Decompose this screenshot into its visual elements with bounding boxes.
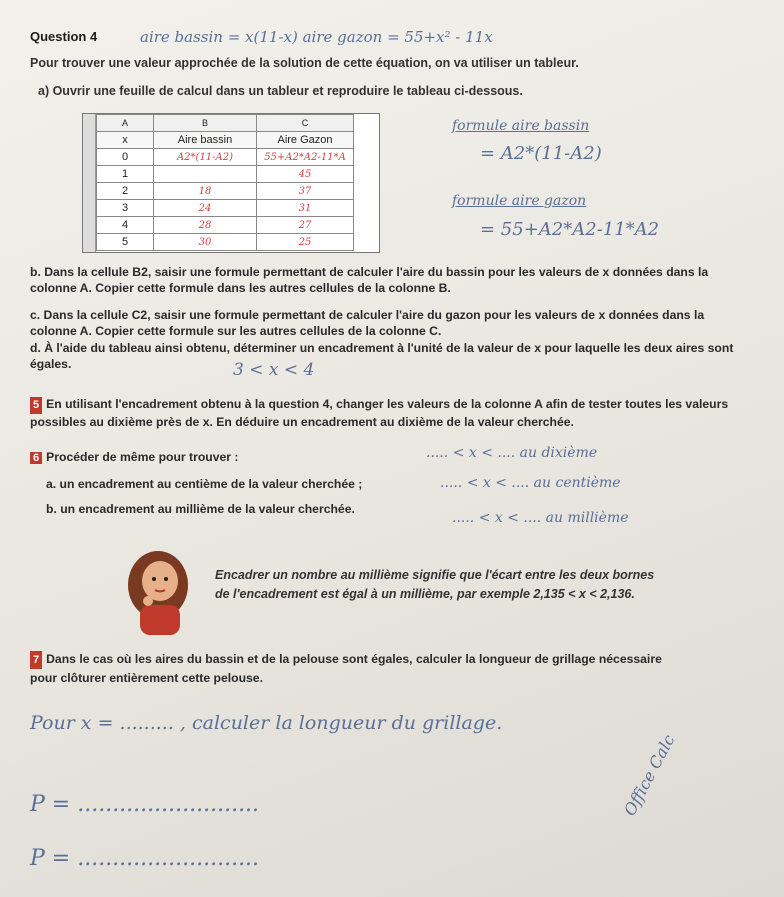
hint-line-2: de l'encadrement est égal à un millième, par exemple 2,135 < x < 2,136. xyxy=(215,587,635,601)
cell-x: 0 xyxy=(97,149,154,166)
q7-line-2: pour clôturer entièrement cette pelouse. xyxy=(30,671,263,685)
intro-text: Pour trouver une valeur approchée de la solution de cette équation, on va utiliser un tableur. xyxy=(30,56,579,70)
table-row xyxy=(97,234,354,251)
q6-part-b: b. un encadrement au millième de la valeur cherchée. xyxy=(46,502,355,516)
part-c-text: c. Dans la cellule C2, saisir une formule permettant de calculer l'aire du gazon pour les valeurs de x données dans la colonne A. Copier cette formule sur les autres cellules de la colonne C. xyxy=(30,308,705,338)
cell-gazon: 27 xyxy=(257,217,354,234)
hint-line-1: Encadrer un nombre au millième signifie que l'écart entre les deux bornes xyxy=(215,568,655,582)
q6-hand-dixieme: ..... < x < .... au dixième xyxy=(426,445,598,461)
cell-x: 4 xyxy=(97,217,154,234)
cell-bassin xyxy=(154,166,257,183)
q6-badge: 6 xyxy=(30,452,42,464)
cell-gazon: 55+A2*A2-11*A xyxy=(257,149,354,166)
q6-title xyxy=(30,450,238,464)
formule-bassin-label: formule aire bassin xyxy=(452,118,590,134)
table-row xyxy=(97,200,354,217)
part-d-answer: 3 < x < 4 xyxy=(233,360,315,380)
q5-badge: 5 xyxy=(30,397,42,414)
handwritten-equation: aire bassin = x(11-x) aire gazon = 55+x² - 11x xyxy=(140,28,493,46)
part-b-text: b. Dans la cellule B2, saisir une formule permettant de calculer l'aire du bassin pour les valeurs de x données dans la colonne A. Copier cette formule dans les autres cellules de la colonne B. xyxy=(30,265,709,295)
part-a-text: a) Ouvrir une feuille de calcul dans un tableur et reproduire le tableau ci-dessous. xyxy=(38,84,523,98)
table-row xyxy=(97,149,354,166)
margin-note: Office Calc xyxy=(620,731,679,819)
table-row xyxy=(97,217,354,234)
formule-gazon: = 55+A2*A2-11*A2 xyxy=(480,219,660,240)
q7-badge: 7 xyxy=(30,651,42,669)
formule-bassin: = A2*(11-A2) xyxy=(480,143,602,164)
cell-gazon: 25 xyxy=(257,234,354,251)
cell-x: 5 xyxy=(97,234,154,251)
hint-bubble xyxy=(215,566,654,604)
formule-gazon-label: formule aire gazon xyxy=(452,193,587,209)
q5-body: En utilisant l'encadrement obtenu à la question 4, changer les valeurs de la colonne A afin de tester toutes les valeurs possibles au dixième près de x. En déduire un encadrement au dixième de la valeur cherchée. xyxy=(30,397,729,429)
q5-text xyxy=(30,396,750,431)
cell-gazon: 37 xyxy=(257,183,354,200)
q6-hand-centieme: ..... < x < .... au centième xyxy=(440,475,621,491)
cell-x: 2 xyxy=(97,183,154,200)
q7-line-1: Dans le cas où les aires du bassin et de la pelouse sont égales, calculer la longueur de grillage nécessaire xyxy=(46,652,662,666)
cell-bassin: 28 xyxy=(154,217,257,234)
header-aire-bassin: Aire bassin xyxy=(154,132,257,149)
part-d-text: d. À l'aide du tableau ainsi obtenu, déterminer un encadrement à l'unité de la valeur de x pour laquelle les deux aires sont égales. xyxy=(30,341,734,371)
table-row xyxy=(97,183,354,200)
question-title: Question 4 xyxy=(30,29,98,44)
cell-bassin: A2*(11-A2) xyxy=(154,149,257,166)
q7-text xyxy=(30,650,780,687)
q6-title-text: Procéder de même pour trouver : xyxy=(46,450,239,464)
cell-x: 1 xyxy=(97,166,154,183)
spreadsheet-table xyxy=(82,113,380,253)
col-letter-c: C xyxy=(257,115,354,132)
table-row xyxy=(97,166,354,183)
cartoon-girl-illustration xyxy=(110,545,205,635)
cell-bassin: 30 xyxy=(154,234,257,251)
header-aire-gazon: Aire Gazon xyxy=(257,132,354,149)
q7-hand-line-1: Pour x = ......... , calculer la longueur du grillage. xyxy=(30,712,503,734)
q6-hand-millieme: ..... < x < .... au millième xyxy=(452,510,629,526)
q7-hand-perimeter-2: P = .......................... xyxy=(30,846,260,871)
q6-part-a: a. un encadrement au centième de la valeur cherchée ; xyxy=(46,477,363,491)
header-x: x xyxy=(97,132,154,149)
row-header-strip xyxy=(83,114,96,252)
col-letter-a: A xyxy=(97,115,154,132)
cell-x: 3 xyxy=(97,200,154,217)
cell-gazon: 45 xyxy=(257,166,354,183)
cell-bassin: 18 xyxy=(154,183,257,200)
q7-hand-perimeter-1: P = .......................... xyxy=(30,792,260,817)
cell-bassin: 24 xyxy=(154,200,257,217)
col-letter-b: B xyxy=(154,115,257,132)
cell-gazon: 31 xyxy=(257,200,354,217)
